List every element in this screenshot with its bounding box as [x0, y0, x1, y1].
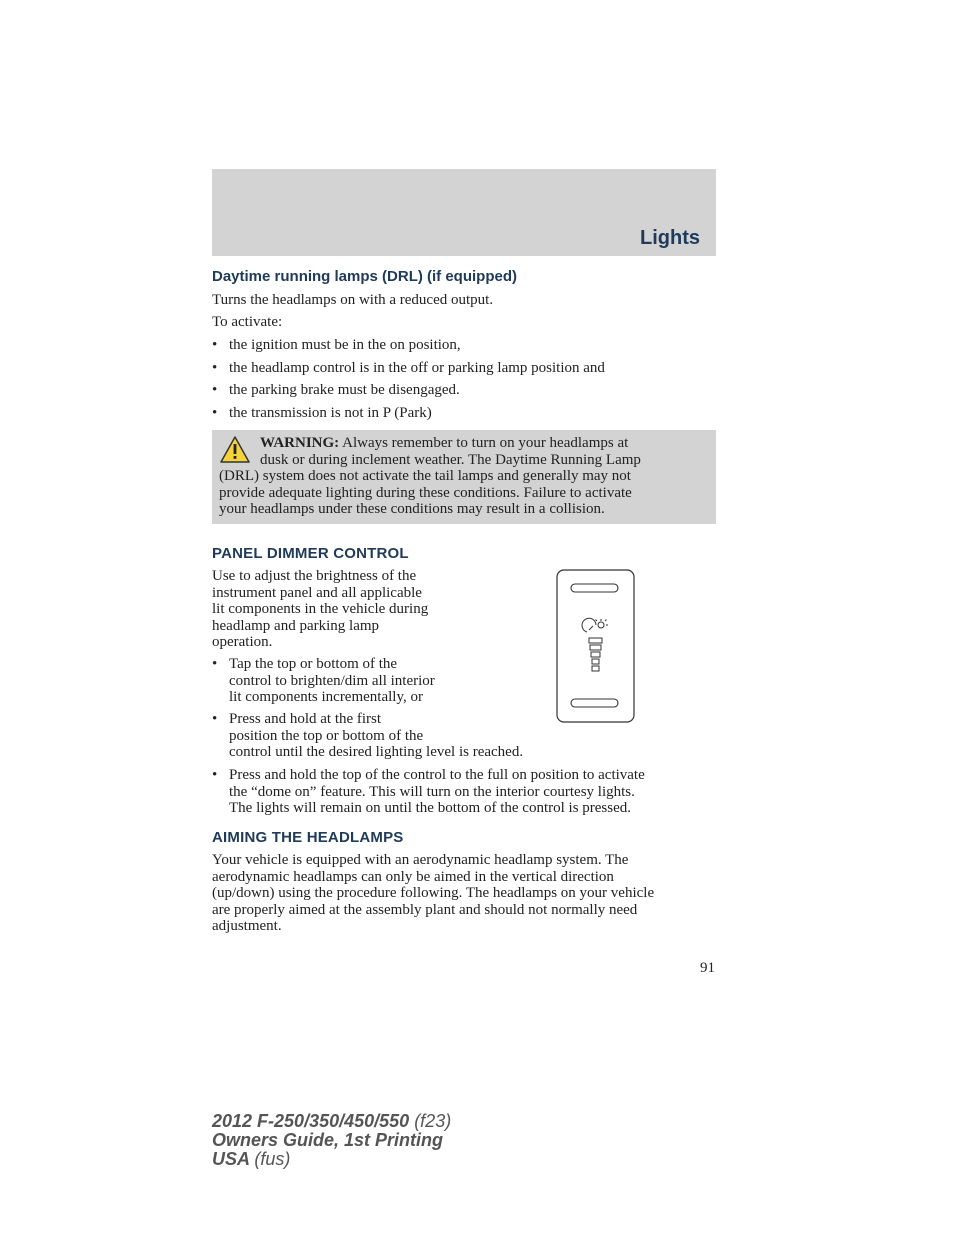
panel-dimmer-heading: PANEL DIMMER CONTROL [212, 545, 409, 562]
bullet-icon: • [212, 337, 218, 353]
bullet-icon: • [212, 767, 218, 783]
panel-dimmer-switch-icon [556, 569, 636, 725]
panel-dimmer-paragraph: Use to adjust the brightness of the instrument panel and all applicable lit components in the vehicle during headlamp and parking lamp operation. [212, 568, 429, 650]
bullet-icon: • [212, 656, 218, 672]
warning-label: WARNING: [260, 435, 340, 451]
section-title: Lights [640, 227, 700, 249]
aiming-paragraph: Your vehicle is equipped with an aerodynamic headlamp system. The aerodynamic headlamps can only be aimed in the vertical direction (up/down) using the procedure following. The headlamps on your vehicle are properly aimed at the assembly plant and should not normally need adjustment. [212, 852, 655, 934]
section-header-band [212, 169, 716, 256]
bullet-icon: • [212, 405, 218, 421]
aiming-heading: AIMING THE HEADLAMPS [212, 829, 404, 846]
warning-box [212, 430, 716, 524]
drl-intro: Turns the headlamps on with a reduced output. [212, 292, 494, 308]
drl-heading: Daytime running lamps (DRL) (if equipped) [212, 268, 518, 285]
bullet-icon: • [212, 382, 218, 398]
drl-activate-label: To activate: [212, 314, 283, 330]
document-footer: 2012 F-250/350/450/550 (f23) Owners Guide, 1st Printing USA (fus) [212, 1111, 452, 1169]
bullet-icon: • [212, 711, 218, 727]
warning-text: WARNING: Always remember to turn on your headlamps at dusk or during inclement weather. The Daytime Running Lamp (DRL) system does not activate the tail lamps and generally may not provide adequate lighting during these conditions. Failure to activate your headlamps under these conditions may result in a collision. [219, 435, 641, 517]
bullet-icon: • [212, 360, 218, 376]
page-number: 91 [700, 960, 715, 976]
